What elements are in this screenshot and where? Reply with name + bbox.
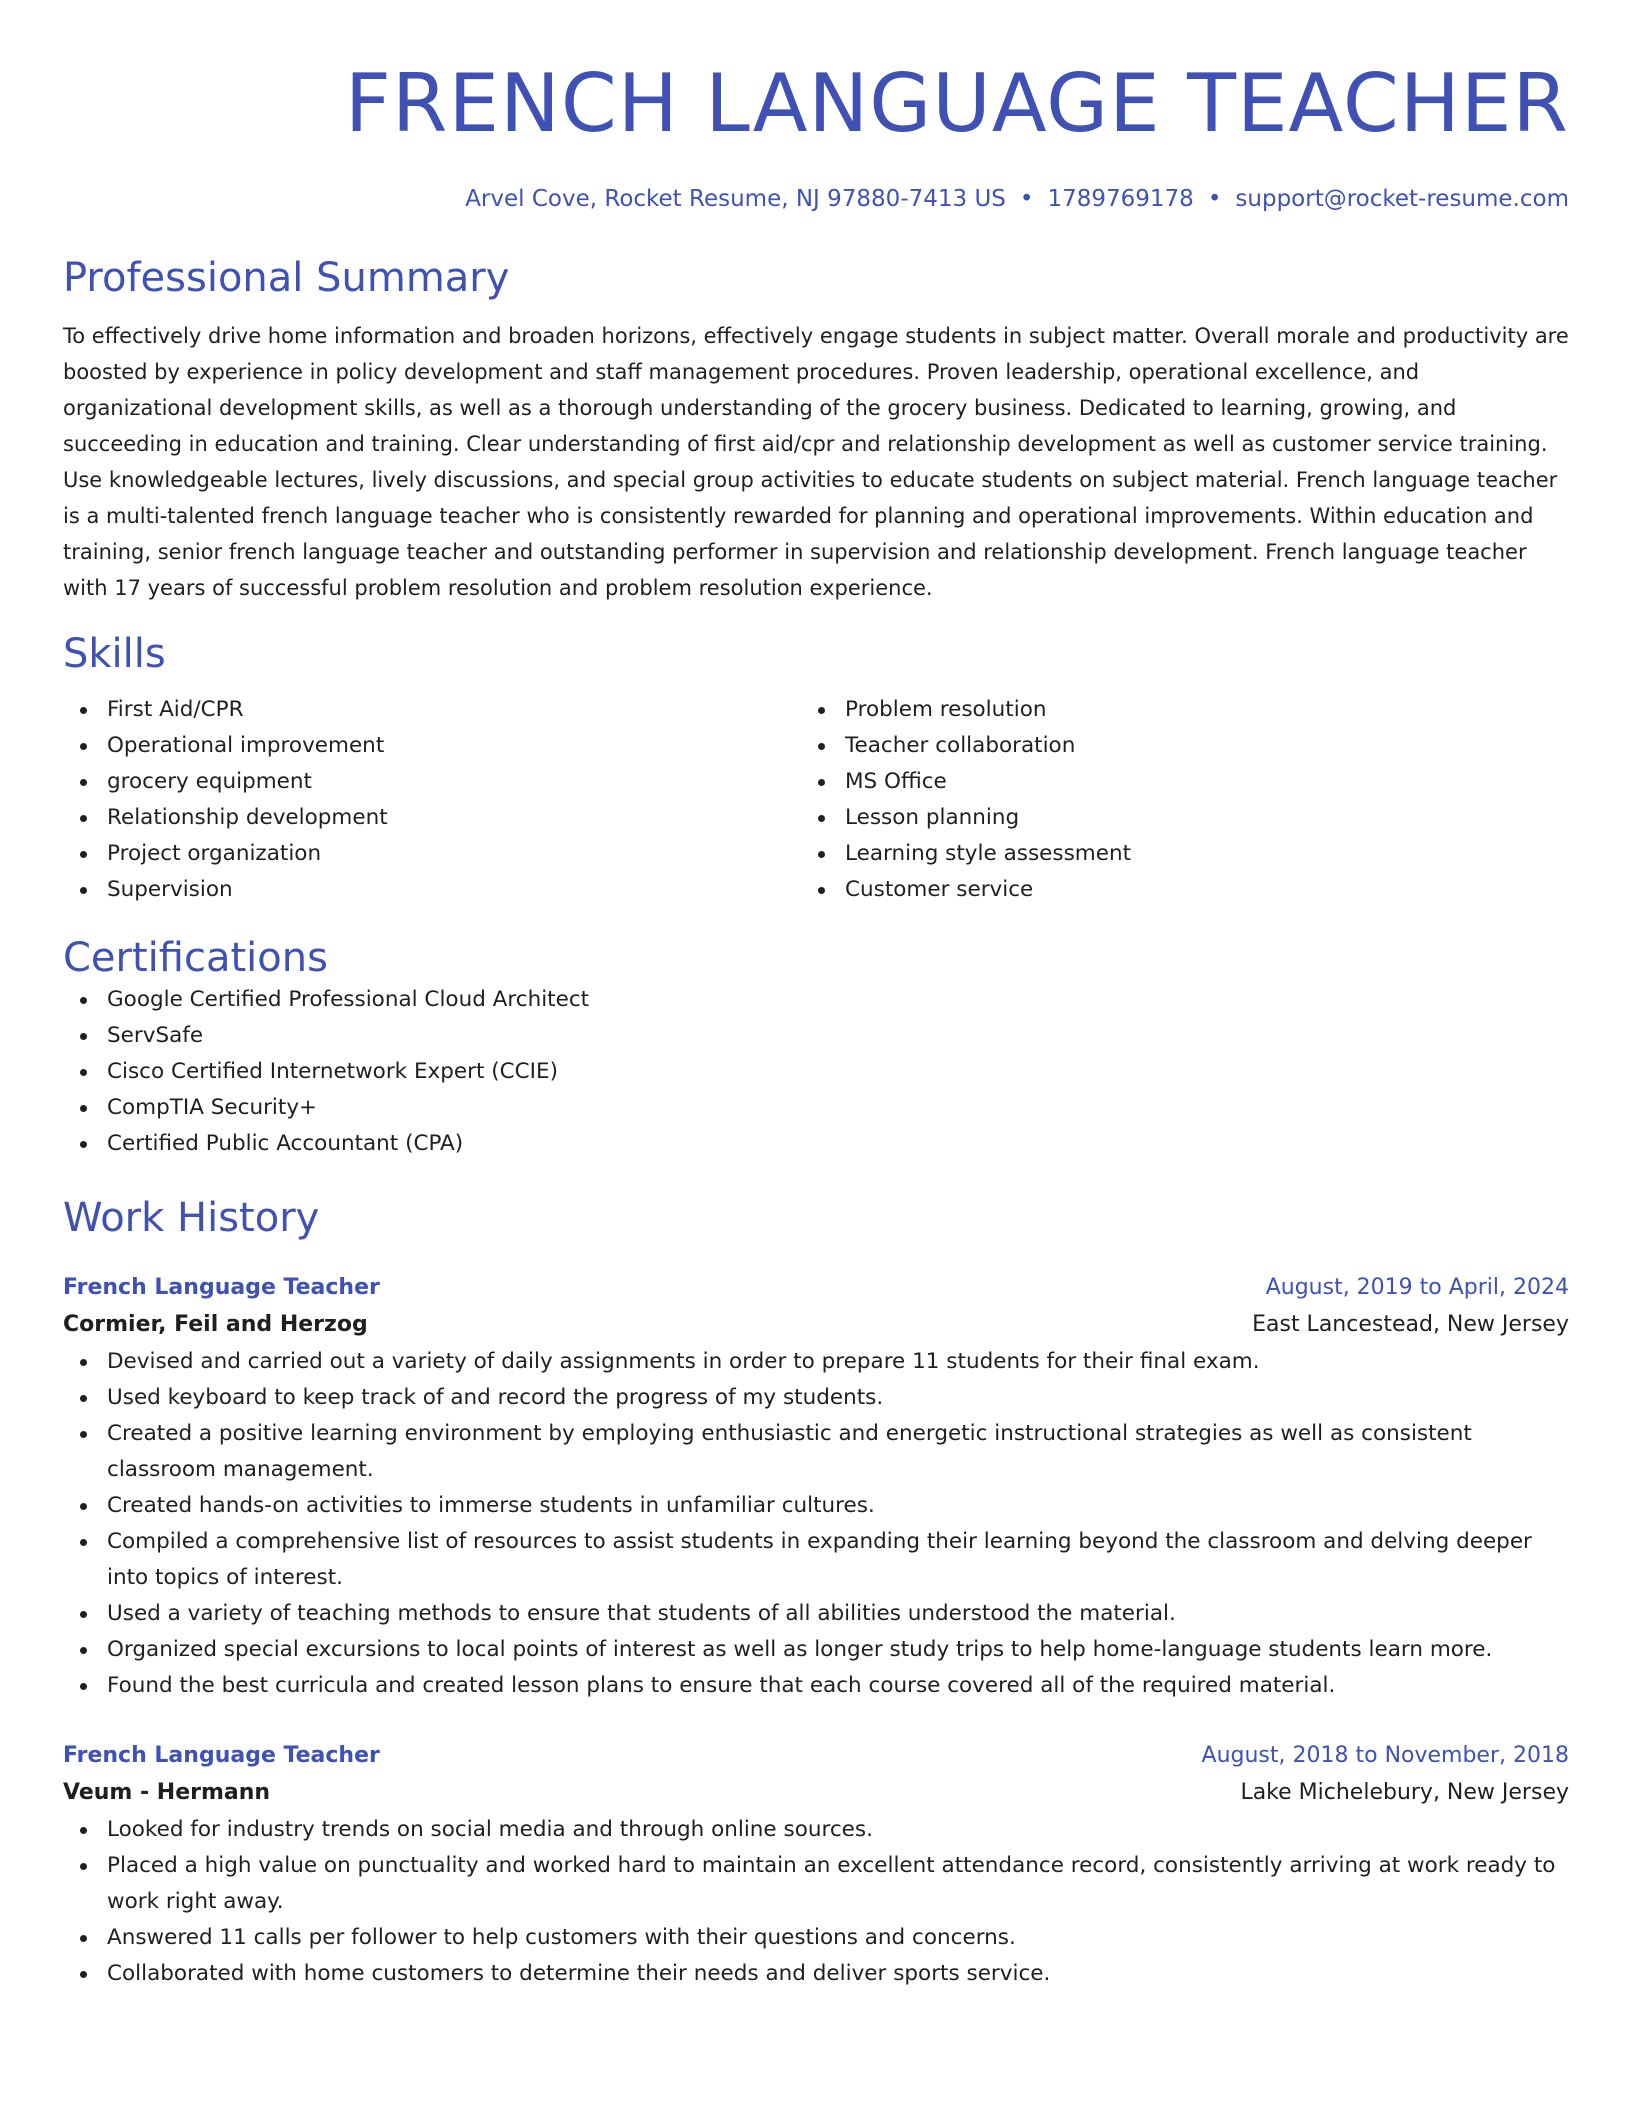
job-entry — [63, 1738, 1569, 1992]
job-location: Lake Michelebury, New Jersey — [1240, 1780, 1569, 1805]
skill-item: Operational improvement — [63, 728, 801, 764]
job-company: Veum - Hermann — [63, 1780, 271, 1805]
skill-item: Supervision — [63, 872, 801, 908]
contact-line — [63, 184, 1569, 214]
job-entry — [63, 1270, 1569, 1704]
job-duty-item: Used keyboard to keep track of and record the progress of my students. — [63, 1380, 1569, 1416]
job-duty-item: Organized special excursions to local points of interest as well as longer study trips to help home-language students learn more. — [63, 1632, 1569, 1668]
contact-email: support@rocket-resume.com — [1235, 186, 1569, 212]
job-employer-row — [63, 1306, 1569, 1344]
job-duty-item: Used a variety of teaching methods to ensure that students of all abilities understood the material. — [63, 1596, 1569, 1632]
job-location: East Lancestead, New Jersey — [1252, 1312, 1569, 1337]
job-duty-item: Created hands-on activities to immerse students in unfamiliar cultures. — [63, 1488, 1569, 1524]
contact-separator: • — [1019, 186, 1034, 212]
job-title: French Language Teacher — [63, 1275, 380, 1300]
job-duty-item: Compiled a comprehensive list of resources to assist students in expanding their learning beyond the classroom and delving deeper into topics of interest. — [63, 1524, 1569, 1596]
job-duties-list — [63, 1812, 1569, 1992]
summary-paragraph: To effectively drive home information and broaden horizons, effectively engage students in subject matter. Overall morale and productivity are boosted by experience in policy development and staff management procedures. Proven leadership, operational excellence, and organizational development skills, as well as a thorough understanding of the grocery business. Dedicated to learning, growing, and succeeding in education and training. Clear understanding of first aid/cpr and relationship development as well as customer service training. Use knowledgeable lectures, lively discussions, and special group activities to educate students on subject material. French language teacher is a multi-talented french language teacher who is consistently rewarded for planning and operational improvements. Within education and training, senior french language teacher and outstanding performer in supervision and relationship development. French language teacher with 17 years of successful problem resolution and problem resolution experience. — [63, 324, 1569, 600]
skill-item: Relationship development — [63, 800, 801, 836]
job-duty-item: Collaborated with home customers to determine their needs and deliver sports service. — [63, 1956, 1569, 1992]
work-history-heading: Work History — [63, 1195, 320, 1241]
job-duty-item: Looked for industry trends on social media and through online sources. — [63, 1812, 1569, 1848]
skill-item: grocery equipment — [63, 764, 801, 800]
certification-item: Certified Public Accountant (CPA) — [63, 1126, 1569, 1162]
certification-item: CompTIA Security+ — [63, 1090, 1569, 1126]
summary-heading: Professional Summary — [63, 255, 510, 301]
job-employer-row — [63, 1774, 1569, 1812]
job-header-row — [63, 1738, 1569, 1774]
resume-name-heading: FRENCH LANGUAGE TEACHER — [344, 57, 1569, 150]
job-duty-item: Placed a high value on punctuality and worked hard to maintain an excellent attendance record, consistently arriving at work ready to work right away. — [63, 1848, 1569, 1920]
job-dates: August, 2018 to November, 2018 — [1201, 1743, 1569, 1768]
contact-phone: 1789769178 — [1047, 186, 1194, 212]
skills-columns — [63, 692, 1569, 908]
certification-item: Cisco Certified Internetwork Expert (CCIE) — [63, 1054, 1569, 1090]
certifications-heading: Certifications — [63, 935, 328, 981]
skill-item: MS Office — [801, 764, 1569, 800]
contact-address: Arvel Cove, Rocket Resume, NJ 97880-7413 US — [465, 186, 1006, 212]
job-dates: August, 2019 to April, 2024 — [1265, 1275, 1569, 1300]
job-duty-item: Found the best curricula and created lesson plans to ensure that each course covered all of the required material. — [63, 1668, 1569, 1704]
skills-list-left — [63, 692, 801, 908]
skill-item: Learning style assessment — [801, 836, 1569, 872]
job-duties-list — [63, 1344, 1569, 1704]
skill-item: Teacher collaboration — [801, 728, 1569, 764]
job-title: French Language Teacher — [63, 1743, 380, 1768]
skills-heading: Skills — [63, 631, 166, 677]
skill-item: Lesson planning — [801, 800, 1569, 836]
job-duty-item: Created a positive learning environment by employing enthusiastic and energetic instructional strategies as well as consistent classroom management. — [63, 1416, 1569, 1488]
skills-list-right — [801, 692, 1569, 908]
skill-item: First Aid/CPR — [63, 692, 801, 728]
contact-separator: • — [1207, 186, 1222, 212]
job-duty-item: Answered 11 calls per follower to help customers with their questions and concerns. — [63, 1920, 1569, 1956]
certifications-list — [63, 982, 1569, 1162]
certification-item: Google Certified Professional Cloud Architect — [63, 982, 1569, 1018]
job-company: Cormier, Feil and Herzog — [63, 1312, 368, 1337]
certification-item: ServSafe — [63, 1018, 1569, 1054]
skill-item: Problem resolution — [801, 692, 1569, 728]
skill-item: Customer service — [801, 872, 1569, 908]
skill-item: Project organization — [63, 836, 801, 872]
job-header-row — [63, 1270, 1569, 1306]
job-duty-item: Devised and carried out a variety of daily assignments in order to prepare 11 students for their final exam. — [63, 1344, 1569, 1380]
